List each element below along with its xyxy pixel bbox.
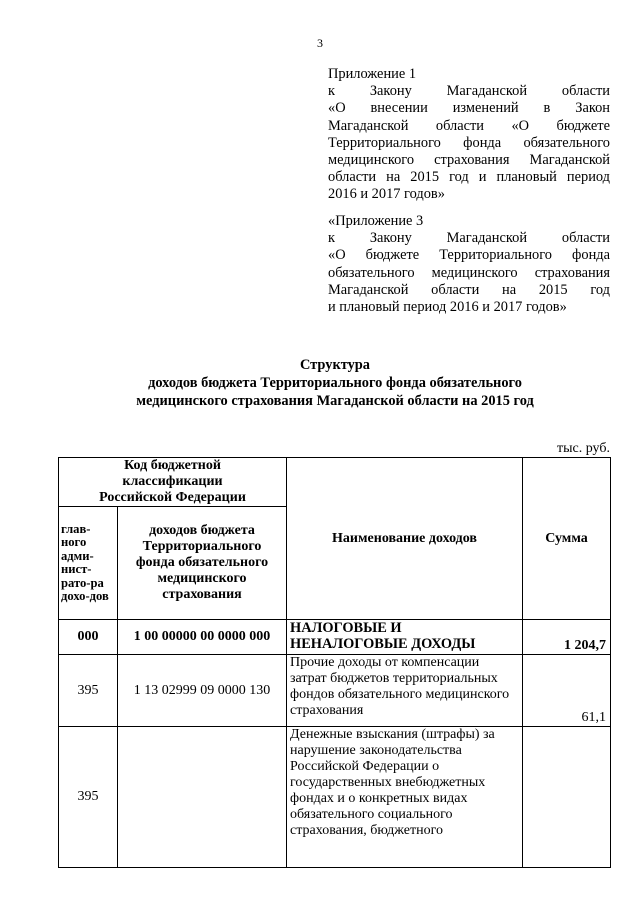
- revenue-table: [58, 457, 611, 868]
- appendix-3-line: Магаданской области на 2015 год: [328, 281, 610, 298]
- cell-admin: 395: [59, 655, 118, 727]
- appendix-1-line: 2016 и 2017 годов»: [328, 186, 445, 203]
- appendix-1-line: «О внесении изменений в Закон: [328, 100, 610, 117]
- table-row: [59, 620, 611, 655]
- header-revenue-code: доходов бюджета Территориального фонда обязательного медицинского страхования: [118, 507, 287, 620]
- cell-admin: 395: [59, 727, 118, 868]
- table-header-row: [59, 458, 611, 507]
- header-code-group: Код бюджетной классификации Российской Федерации: [59, 458, 287, 507]
- document-title-line: Структура: [299, 357, 371, 373]
- cell-code: 1 00 00000 00 0000 000: [118, 620, 287, 655]
- appendix-1-header: [328, 66, 610, 204]
- cell-admin: 000: [59, 620, 118, 655]
- appendix-3-line: «О бюджете Территориального фонда: [328, 247, 610, 264]
- appendix-3-line: к Закону Магаданской области: [328, 230, 610, 247]
- appendix-1-line: медицинского страхования Магаданской: [328, 152, 610, 169]
- table-row: [59, 655, 611, 727]
- document-title-line: доходов бюджета Территориального фонда обязательного: [148, 375, 522, 391]
- appendix-3-header: [328, 213, 610, 316]
- page-number: 3: [317, 36, 323, 50]
- appendix-3-line: и плановый период 2016 и 2017 годов»: [328, 299, 567, 316]
- appendix-1-line: области на 2015 год и плановый период: [328, 169, 610, 186]
- cell-code: 1 13 02999 09 0000 130: [118, 655, 287, 727]
- cell-sum: 1 204,7: [523, 620, 611, 655]
- units-label: тыс. руб.: [557, 441, 610, 456]
- appendix-1-line: Магаданской области «О бюджете: [328, 117, 610, 134]
- cell-name: НАЛОГОВЫЕ И НЕНАЛОГОВЫЕ ДОХОДЫ: [287, 620, 523, 655]
- cell-sum: 61,1: [523, 655, 611, 727]
- appendix-3-title: «Приложение 3: [328, 213, 424, 229]
- document-title-line: медицинского страхования Магаданской области на 2015 год: [136, 393, 534, 409]
- document-title: [60, 356, 610, 410]
- header-name: Наименование доходов: [287, 458, 523, 620]
- appendix-1-line: Территориального фонда обязательного: [328, 134, 610, 151]
- cell-name: Денежные взыскания (штрафы) за нарушение законодательства Российской Федерации о государственных внебюджетных фондах и о конкретных видах обязательного социального страхования, бюджетного: [287, 727, 523, 868]
- appendix-3-line: обязательного медицинского страхования: [328, 264, 610, 281]
- header-sum: Сумма: [523, 458, 611, 620]
- appendix-1-title: Приложение 1: [328, 66, 417, 82]
- cell-name: Прочие доходы от компенсации затрат бюджетов территориальных фондов обязательного медицинского страхования: [287, 655, 523, 727]
- table-row: [59, 727, 611, 868]
- cell-code: [118, 727, 287, 868]
- appendix-1-line: к Закону Магаданской области: [328, 83, 610, 100]
- header-admin: глав-ного адми-нист-рато-ра дохо-дов: [59, 507, 118, 620]
- cell-sum: [523, 727, 611, 868]
